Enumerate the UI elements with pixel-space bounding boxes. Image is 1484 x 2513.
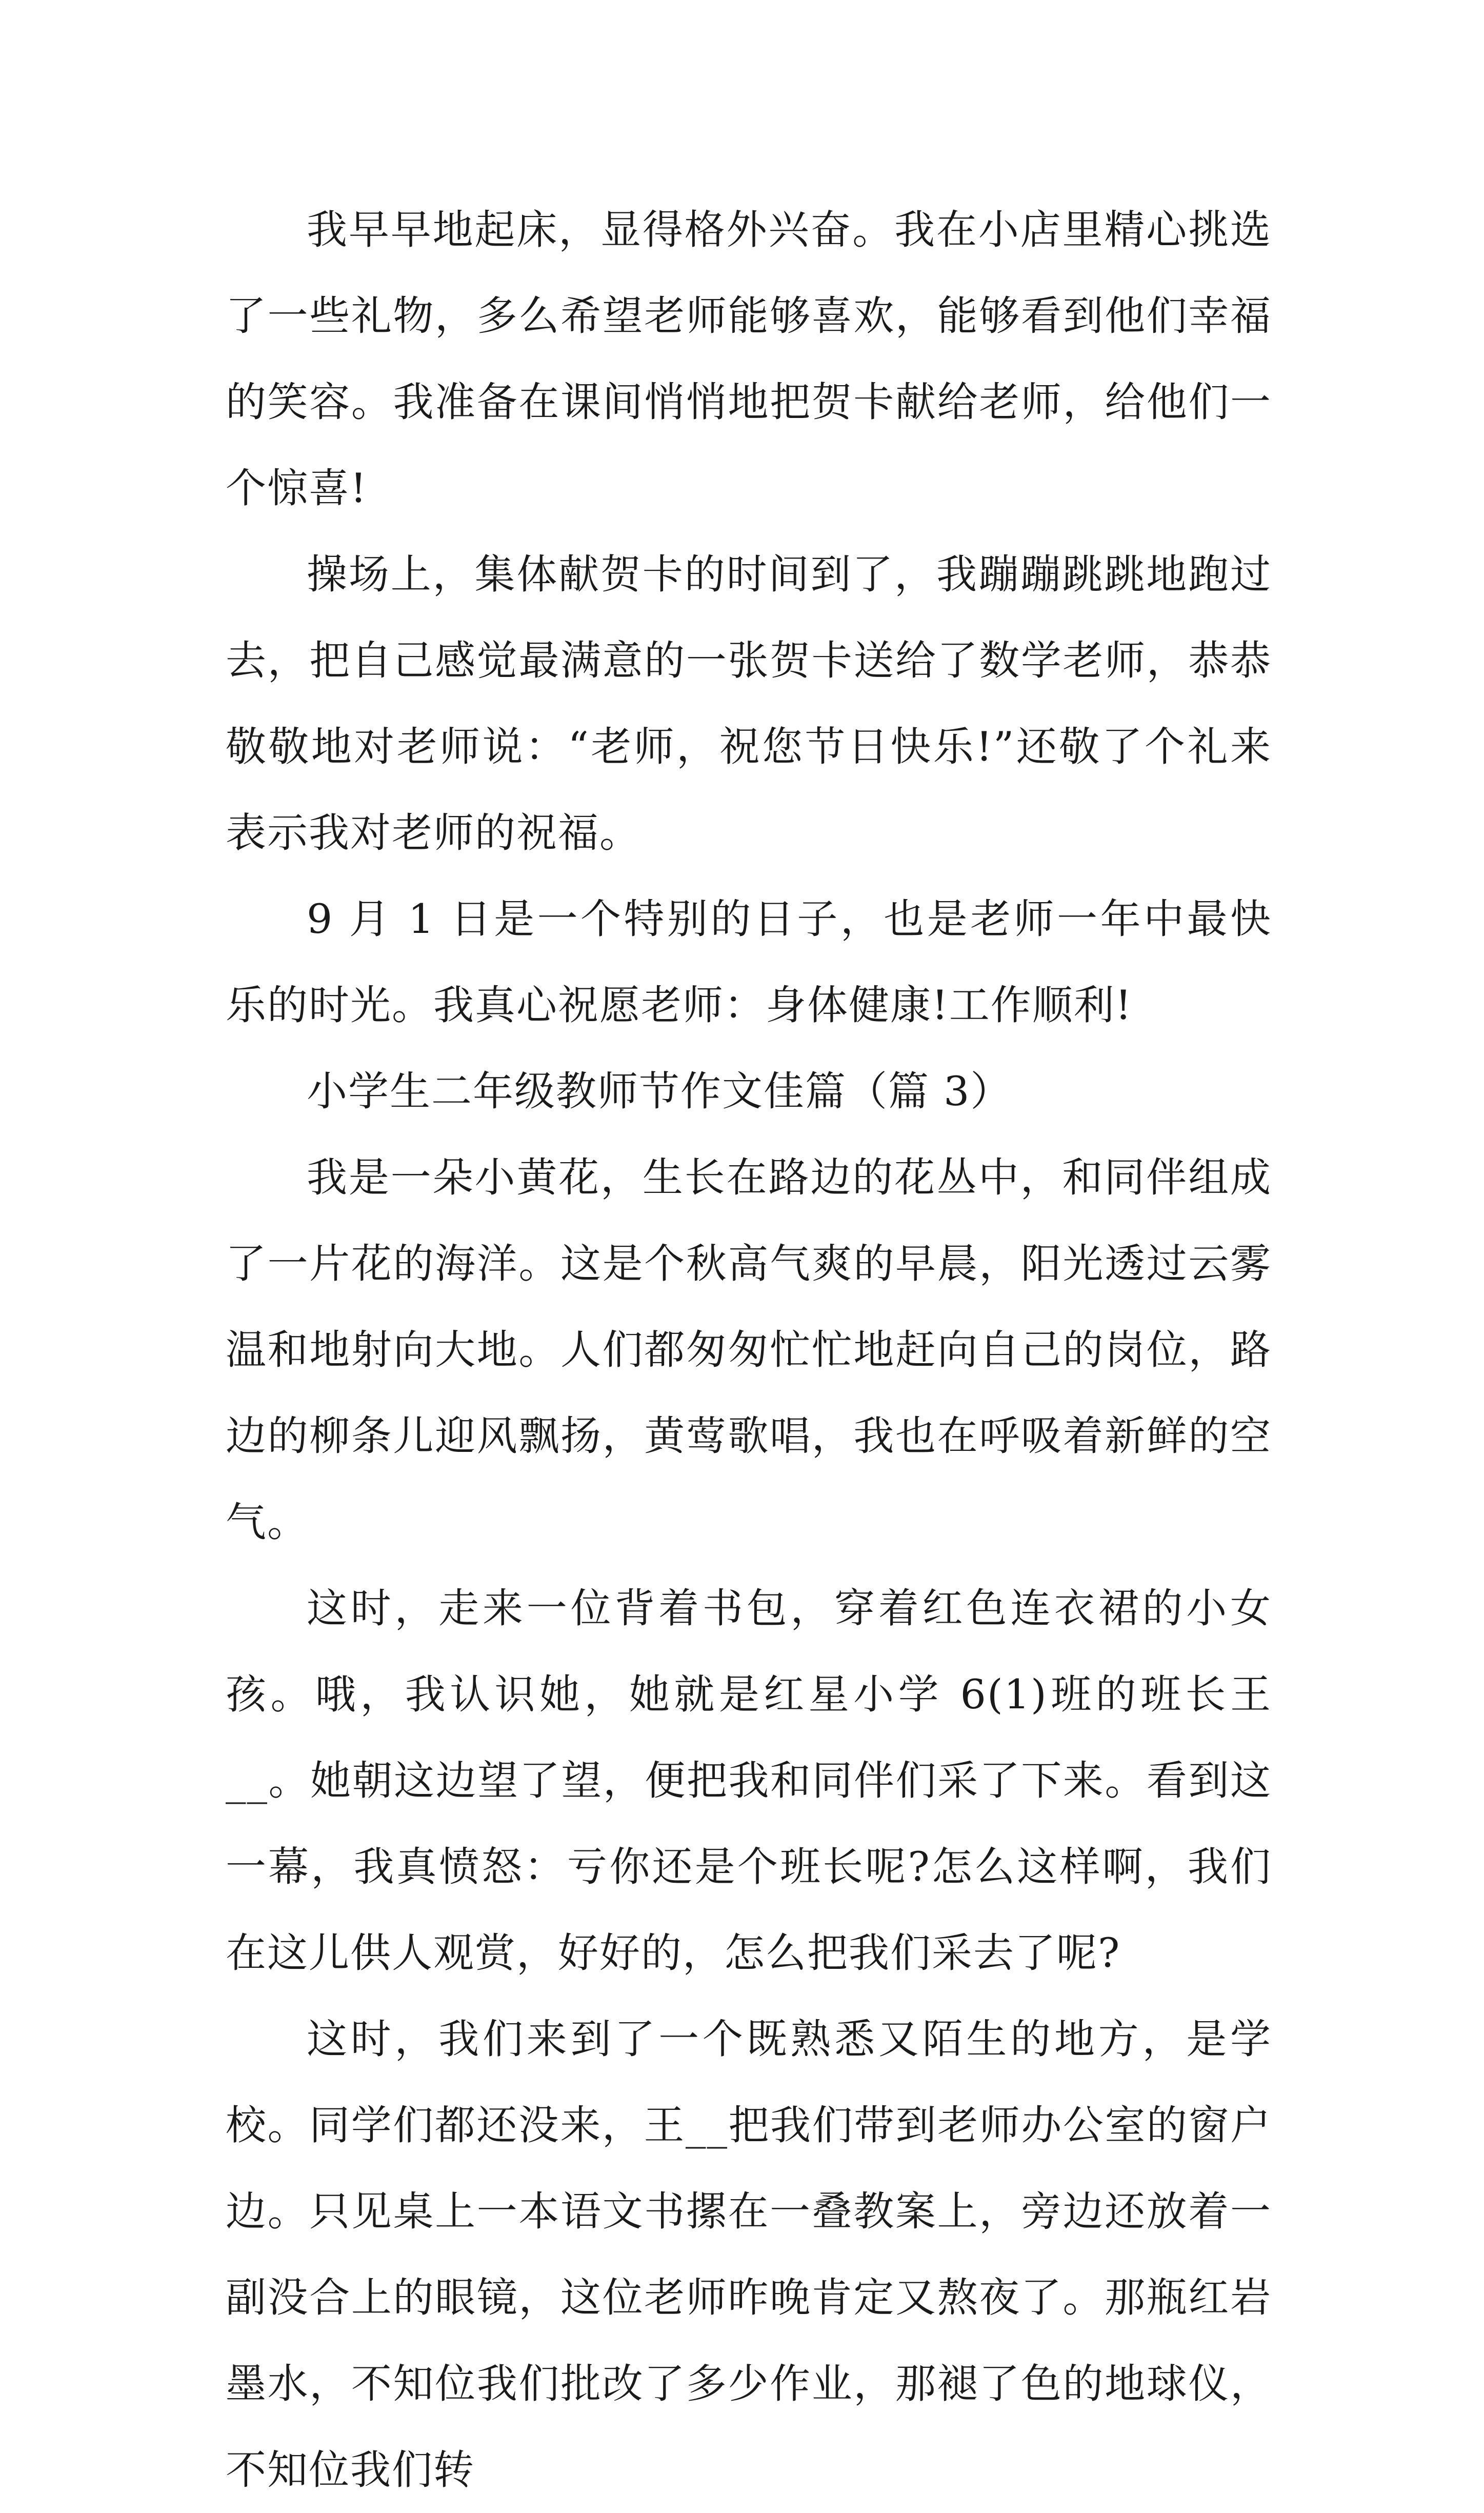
paragraph-2: 操场上，集体献贺卡的时间到了，我蹦蹦跳跳地跑过去，把自己感觉最满意的一张贺卡送给了数学老师，恭恭敬敬地对老师说：“老师，祝您节日快乐!”还敬了个礼来表示我对老师的祝福。 xyxy=(226,551,1272,856)
paragraph-1: 我早早地起床，显得格外兴奋。我在小店里精心挑选了一些礼物，多么希望老师能够喜欢，能够看到他们幸福的笑容。我准备在课间悄悄地把贺卡献给老师，给他们一个惊喜! xyxy=(226,206,1272,512)
paragraph-5: 这时，走来一位背着书包，穿着红色连衣裙的小女孩。哦，我认识她，她就是红星小学 6(1)班的班长王__。她朝这边望了望，便把我和同伴们采了下来。看到这一幕，我真愤怒：亏你还是个班长呢?怎么这样啊，我们在这儿供人观赏，好好的，怎么把我们采去了呢? xyxy=(226,1585,1272,1977)
paragraph-4: 我是一朵小黄花，生长在路边的花丛中，和同伴组成了一片花的海洋。这是个秋高气爽的早晨，阳光透过云雾温和地射向大地。人们都匆匆忙忙地赶向自己的岗位，路边的柳条儿迎风飘扬，黄莺歌唱，我也在呼吸着新鲜的空气。 xyxy=(226,1154,1272,1546)
paragraph-6: 这时，我们来到了一个既熟悉又陌生的地方，是学校。同学们都还没来，王__把我们带到老师办公室的窗户边。只见桌上一本语文书摞在一叠教案上，旁边还放着一副没合上的眼镜，这位老师昨晚肯定又熬夜了。那瓶红岩墨水，不知位我们批改了多少作业，那褪了色的地球仪，不知位我们转 xyxy=(226,2016,1272,2494)
document-body xyxy=(226,187,1272,2513)
paragraph-3: 9 月 1 日是一个特别的日子，也是老师一年中最快乐的时光。我真心祝愿老师：身体健康!工作顺利! xyxy=(226,895,1272,1029)
section-title: 小学生二年级教师节作文佳篇（篇 3） xyxy=(307,1068,1012,1115)
